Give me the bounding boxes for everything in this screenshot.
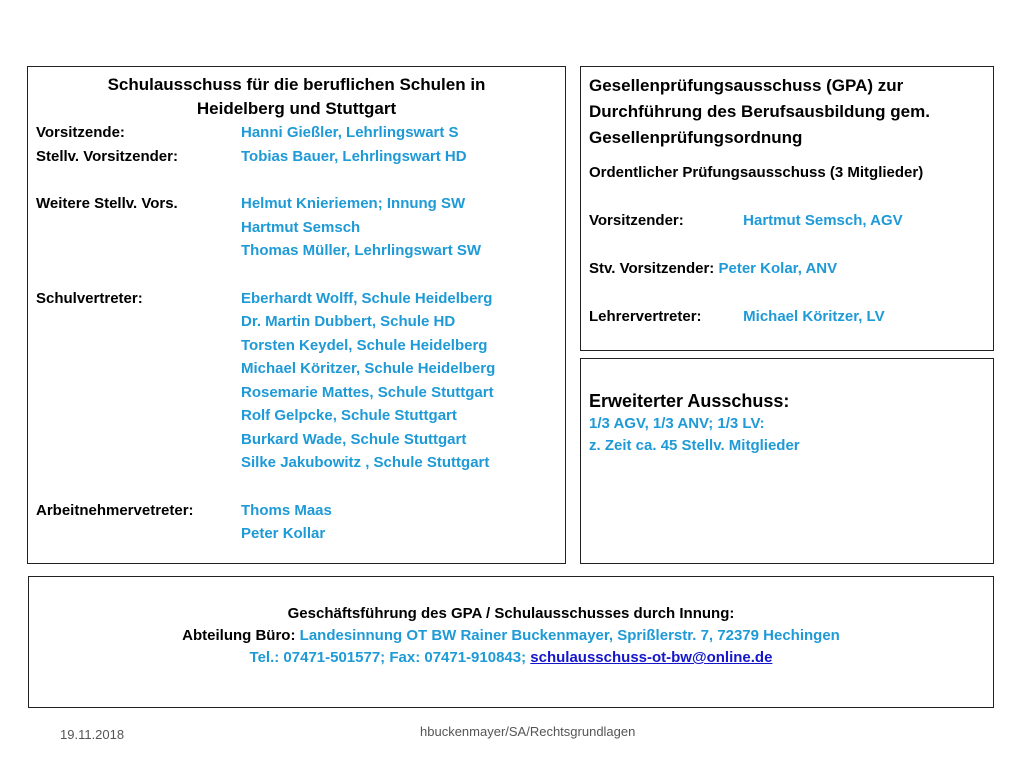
member-role: [36, 310, 241, 334]
email-link[interactable]: schulausschuss-ot-bw@online.de: [530, 649, 773, 666]
member-role: Weitere Stellv. Vors.: [36, 195, 178, 212]
footer-date: 19.11.2018: [60, 727, 125, 742]
member-row: [36, 404, 565, 428]
member-row: [36, 145, 565, 169]
member-row: [36, 310, 565, 334]
member-row: [36, 357, 565, 381]
member-name: Silke Jakubowitz , Schule Stuttgart: [241, 454, 490, 471]
member-role: [36, 428, 241, 452]
member-name: Dr. Martin Dubbert, Schule HD: [241, 313, 456, 330]
gpa-title-line1: Gesellenprüfungsausschuss (GPA) zur: [589, 76, 904, 95]
gpa-chair-row: [589, 209, 985, 233]
extended-committee-box: [580, 358, 994, 564]
member-name: Helmut Knieriemen; Innung SW: [241, 195, 466, 212]
member-name: Torsten Keydel, Schule Heidelberg: [241, 336, 488, 354]
member-role: Stellv. Vorsitzender:: [36, 147, 178, 165]
member-row: [36, 522, 565, 546]
management-line1: Geschäftsführung des GPA / Schulausschusses durch Innung:: [287, 605, 735, 622]
member-row: [36, 381, 565, 405]
gpa-title-line3: Gesellenprüfungsordnung: [589, 128, 803, 147]
extended-line2: z. Zeit ca. 45 Stellv. Mitglieder: [589, 437, 800, 454]
member-name: Rolf Gelpcke, Schule Stuttgart: [241, 407, 457, 424]
gpa-teacher-row: [589, 305, 985, 329]
gpa-subtitle: Ordentlicher Prüfungsausschuss (3 Mitglieder): [589, 164, 924, 181]
gpa-deputy-row: [589, 257, 985, 281]
member-row: [36, 239, 565, 263]
extended-title: Erweiterter Ausschuss:: [589, 391, 790, 411]
school-committee-title: [36, 73, 565, 121]
member-name: Peter Kollar: [241, 525, 326, 542]
gpa-deputy-value: Peter Kolar, ANV: [718, 260, 838, 277]
management-line2: [29, 625, 993, 647]
member-name: Michael Köritzer, Schule Heidelberg: [241, 360, 496, 377]
member-role: [36, 381, 241, 405]
member-role: [36, 334, 241, 358]
school-committee-title-line1: Schulausschuss für die beruflichen Schulen in: [107, 75, 486, 94]
school-committee-box: [27, 66, 566, 564]
member-role: [36, 239, 241, 263]
member-row: [36, 428, 565, 452]
gpa-title-line2: Durchführung des Berufsausbildung gem.: [589, 102, 930, 121]
member-role: Vorsitzende:: [36, 124, 125, 141]
gpa-chair-value: Hartmut Semsch, AGV: [743, 212, 903, 229]
member-role: [36, 451, 241, 475]
management-box: [28, 576, 994, 708]
management-line3: [29, 647, 993, 669]
management-office-label: Abteilung Büro:: [182, 627, 296, 644]
member-role: Arbeitnehmervetreter:: [36, 501, 194, 519]
management-contact: Tel.: 07471-501577; Fax: 07471-910843;: [249, 649, 527, 666]
member-name: Thomas Müller, Lehrlingswart SW: [241, 242, 482, 259]
member-row: [36, 451, 565, 475]
member-row: [36, 499, 565, 523]
member-role: [36, 357, 241, 381]
school-committee-title-line2: Heidelberg und Stuttgart: [196, 99, 397, 118]
gpa-teacher-label: Lehrervertreter:: [589, 308, 702, 325]
member-name: Hartmut Semsch: [241, 218, 361, 236]
extended-line1: 1/3 AGV, 1/3 ANV; 1/3 LV:: [589, 415, 765, 432]
gpa-title: [589, 73, 985, 151]
gpa-box: [580, 66, 994, 351]
member-role: [36, 216, 241, 240]
member-name: Eberhardt Wolff, Schule Heidelberg: [241, 289, 493, 307]
member-row: [36, 121, 565, 145]
gpa-deputy-label: Stv. Vorsitzender:: [589, 260, 715, 277]
member-row: [36, 334, 565, 358]
member-name: Burkard Wade, Schule Stuttgart: [241, 430, 467, 448]
gpa-teacher-value: Michael Köritzer, LV: [743, 308, 885, 325]
footer-author: hbuckenmayer/SA/Rechtsgrundlagen: [420, 724, 636, 739]
member-row: [36, 287, 565, 311]
member-role: Schulvertreter:: [36, 289, 143, 307]
member-name: Hanni Gießler, Lehrlingswart S: [241, 124, 459, 141]
member-row: [36, 192, 565, 216]
member-name: Thoms Maas: [241, 501, 332, 519]
member-role: [36, 404, 241, 428]
member-row: [36, 216, 565, 240]
member-name: Tobias Bauer, Lehrlingswart HD: [241, 147, 467, 165]
member-name: Rosemarie Mattes, Schule Stuttgart: [241, 383, 494, 401]
member-role: [36, 522, 241, 546]
gpa-chair-label: Vorsitzender:: [589, 212, 684, 229]
management-office-address: Landesinnung OT BW Rainer Buckenmayer, Sprißlerstr. 7, 72379 Hechingen: [299, 627, 840, 644]
